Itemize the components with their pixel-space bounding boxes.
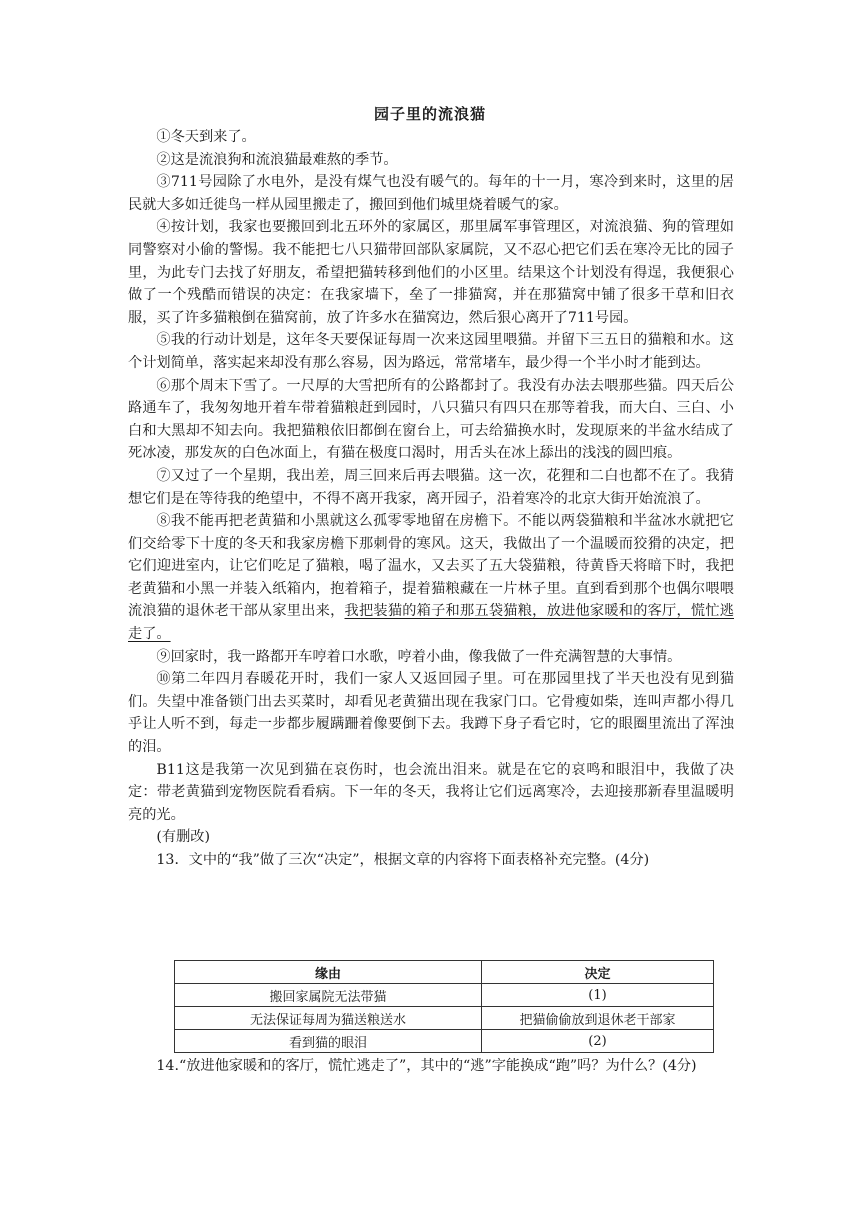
table-cell-reason: 看到猫的眼泪 bbox=[175, 1030, 482, 1053]
source-note: (有删改) bbox=[156, 829, 211, 846]
paragraph-4: ④按计划，我家也要搬回到北五环外的家属区，那里属军事管理区，对流浪猫、狗的管理如同警察对小偷的警惕。我不能把七八只猫带回部队家属院，又不忍心把它们丢在寒冷无比的园子里，为此专门去找了好朋友，希望把猫转移到他们的小区里。结果这个计划没有得逞，我便狠心做了一个残酷而错误的决定：在我家墙下，垒了一排猫窝，并在那猫窝中铺了很多干草和旧衣服，买了许多猫粮倒在猫窝前，放了许多水在猫窝边，然后狠心离开了711号园。 bbox=[128, 219, 734, 326]
table-header-reason: 缘由 bbox=[175, 961, 482, 984]
table-cell-decision: (2) bbox=[482, 1030, 714, 1053]
table-cell-reason: 无法保证每周为猫送粮送水 bbox=[175, 1007, 482, 1030]
table-row bbox=[175, 1030, 714, 1053]
article-body bbox=[128, 126, 734, 872]
paragraph-9: ⑨回家时，我一路都开车哼着口水歌，哼着小曲，像我做了一件充满智慧的大事情。 bbox=[156, 648, 682, 665]
paragraph-3: ③711号园除了水电外，是没有煤气也没有暖气的。每年的十一月，寒冷到来时，这里的居民就大多如迁徙鸟一样从园里搬走了，搬回到他们城里烧着暖气的家。 bbox=[128, 174, 734, 213]
article-title: 园子里的流浪猫 bbox=[373, 105, 486, 123]
paragraph-11: B11这是我第一次见到猫在哀伤时，也会流出泪来。就是在它的哀鸣和眼泪中，我做了决定：带老黄猫到宠物医院看看病。下一年的冬天，我将让它们远离寒冷，去迎接那新春里温暖明亮的光。 bbox=[128, 761, 734, 823]
table-row bbox=[175, 984, 714, 1007]
table-cell-reason: 搬回家属院无法带猫 bbox=[175, 984, 482, 1007]
question-14-prompt: 14.“放进他家暖和的客厅，慌忙逃走了”，其中的“逃”字能换成“跑”吗？为什么？(4分) bbox=[156, 1058, 697, 1074]
paragraph-6: ⑥那个周末下雪了。一尺厚的大雪把所有的公路都封了。我没有办法去喂那些猫。四天后公路通车了，我匆匆地开着车带着猫粮赶到园时，八只猫只有四只在那等着我，而大白、三白、小白和大黑却不知去向。我把猫粮依旧都倒在窗台上，可去给猫换水时，发现原来的半盆水结成了死冰凌，那发灰的白色冰面上，有猫在极度口渴时，用舌头在冰上舔出的浅浅的圆凹痕。 bbox=[128, 377, 734, 462]
paragraph-2: ②这是流浪狗和流浪猫最难熬的季节。 bbox=[156, 151, 398, 168]
table-cell-decision: 把猫偷偷放到退休老干部家 bbox=[482, 1007, 714, 1030]
question-13-table bbox=[174, 960, 714, 1053]
table-cell-decision: (1) bbox=[482, 984, 714, 1007]
table-header-decision: 决定 bbox=[482, 961, 714, 984]
paragraph-7: ⑦又过了一个星期，我出差，周三回来后再去喂猫。这一次，花狸和二白也都不在了。我猜想它们是在等待我的绝望中，不得不离开我家，离开园子，沿着寒冷的北京大街开始流浪了。 bbox=[128, 467, 734, 507]
paragraph-1: ①冬天到来了。 bbox=[156, 129, 256, 145]
question-13-prompt: 13．文中的“我”做了三次“决定”，根据文章的内容将下面表格补充完整。(4分) bbox=[156, 852, 650, 868]
paragraph-8 bbox=[128, 510, 734, 646]
paragraph-8-text: ⑧我不能再把老黄猫和小黑就这么孤零零地留在房檐下。不能以两袋猫粮和半盆冰水就把它们交给零下十度的冬天和我家房檐下那刺骨的寒风。这天，我做出了一个温暖而狡猾的决定，把它们迎进室内，让它们吃足了猫粮，喝了温水，又去买了五大袋猫粮，待黄昏天将暗下时，我把老黄猫和小黑一并装入纸箱内，抱着箱子，提着猫粮藏在一片林子里。直到看到那个也偶尔喂喂流浪猫的退休老干部从家里出来， bbox=[128, 513, 734, 620]
table-row bbox=[175, 1007, 714, 1030]
underlined-sentence: 我把装猫的箱子和那五袋猫粮，放进他家暖和的客厅，慌忙逃走了。 bbox=[128, 603, 734, 643]
paragraph-5: ⑤我的行动计划是，这年冬天要保证每周一次来这园里喂猫。并留下三五日的猫粮和水。这个计划简单，落实起来却没有那么容易，因为路远，常常堵车，最少得一个半小时才能到达。 bbox=[128, 332, 734, 371]
table-header-row bbox=[175, 961, 714, 984]
paragraph-10: ⑩第二年四月春暖花开时，我们一家人又返回园子里。可在那园里找了半天也没有见到猫们。失望中准备锁门出去买菜时，却看见老黄猫出现在我家门口。它骨瘦如柴，连叫声都小得几乎让人听不到，每走一步都步履蹒跚着像要倒下去。我蹲下身子看它时，它的眼圈里流出了浑浊的泪。 bbox=[128, 671, 734, 756]
